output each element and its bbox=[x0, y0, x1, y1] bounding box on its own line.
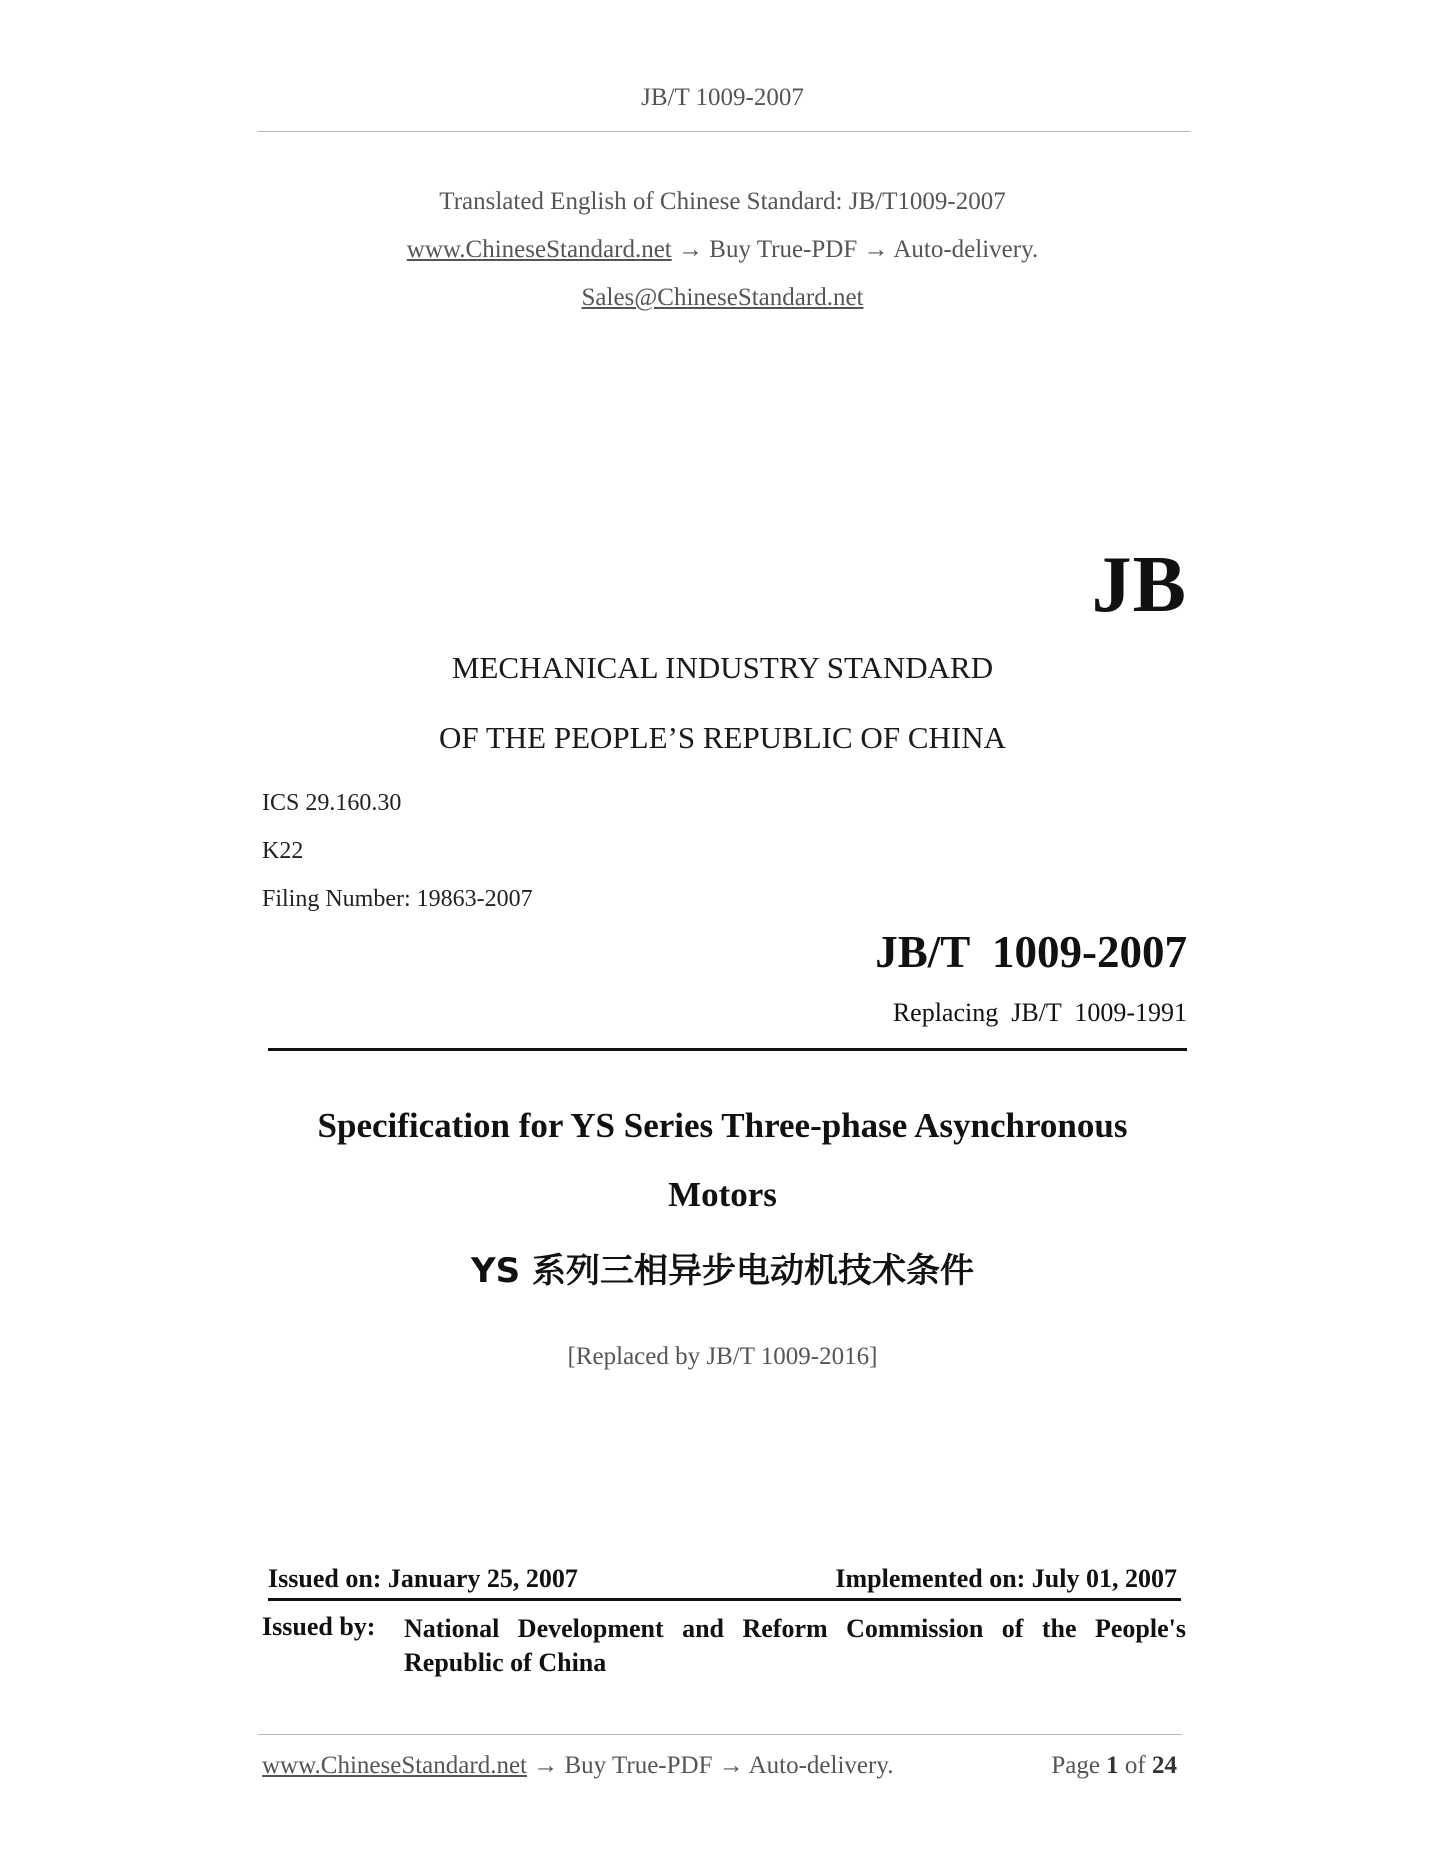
footer-divider bbox=[258, 1734, 1182, 1735]
filing-number: Filing Number: 19863-2007 bbox=[262, 886, 533, 912]
issued-by-authority: National Development and Reform Commission of the People's Republic of China bbox=[404, 1614, 1186, 1677]
running-header-title: JB/T 1009-2007 bbox=[641, 84, 804, 111]
sales-line bbox=[0, 284, 1445, 312]
standard-heading-line1: MECHANICAL INDUSTRY STANDARD bbox=[451, 650, 994, 685]
purchase-line bbox=[0, 236, 1445, 264]
document-title-en-line1: Specification for YS Series Three-phase Asynchronous bbox=[317, 1106, 1128, 1145]
title-divider bbox=[268, 1048, 1187, 1051]
purchase-text: → Buy True-PDF → Auto-delivery. bbox=[671, 236, 1039, 263]
issue-divider bbox=[268, 1598, 1181, 1601]
sales-email-link[interactable]: Sales@ChineseStandard.net bbox=[581, 284, 864, 311]
issued-by-label: Issued by: bbox=[262, 1612, 376, 1641]
replacing-note: Replacing JB/T 1009-1991 bbox=[892, 998, 1187, 1027]
translation-notice: Translated English of Chinese Standard: JB/T1009-2007 bbox=[439, 188, 1006, 215]
issued-on-date: Issued on: January 25, 2007 bbox=[268, 1564, 578, 1593]
footer-purchase-line bbox=[262, 1752, 893, 1780]
document-title-cn: YS 系列三相异步电动机技术条件 bbox=[471, 1251, 974, 1291]
header-divider bbox=[258, 131, 1190, 132]
replaced-by-note: [Replaced by JB/T 1009-2016] bbox=[567, 1343, 878, 1370]
document-title-en-line2: Motors bbox=[668, 1175, 777, 1214]
implemented-on-date: Implemented on: July 01, 2007 bbox=[835, 1564, 1177, 1593]
jb-logo-mark: JB bbox=[1091, 541, 1187, 629]
page-indicator bbox=[1051, 1752, 1177, 1780]
footer-purchase-text: → Buy True-PDF → Auto-delivery. bbox=[527, 1752, 894, 1779]
page-total: 24 bbox=[1152, 1752, 1177, 1779]
footer-site-link[interactable]: www.ChineseStandard.net bbox=[262, 1752, 527, 1779]
page-label: Page bbox=[1051, 1752, 1100, 1779]
page-of: of bbox=[1124, 1752, 1146, 1779]
page-current: 1 bbox=[1106, 1752, 1119, 1779]
standard-number: JB/T 1009-2007 bbox=[875, 927, 1187, 977]
site-link[interactable]: www.ChineseStandard.net bbox=[406, 236, 672, 263]
classification-code: K22 bbox=[262, 838, 304, 864]
ics-code: ICS 29.160.30 bbox=[262, 790, 402, 816]
standard-heading-line2: OF THE PEOPLE’S REPUBLIC OF CHINA bbox=[439, 720, 1006, 755]
